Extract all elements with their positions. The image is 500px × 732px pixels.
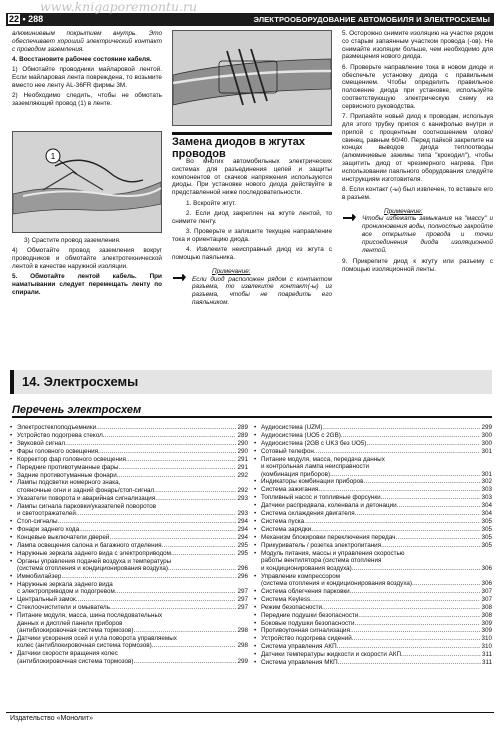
toc-page-number: 292 [237,486,248,494]
toc-entry-title: (система отопления и кондиционирования воздуха) [261,579,412,587]
toc-entry-title: • Указатели поворота и аварийная сигнализация [17,494,156,502]
toc-leader-dots [103,432,237,439]
toc-leader-dots [118,464,236,471]
toc-entry-title: • Механизм блокировки переключения передач [261,533,396,541]
toc-leader-dots [310,596,480,603]
toc-entry[interactable] [10,440,248,447]
toc-entry[interactable] [254,502,492,509]
toc-page-number: 294 [237,518,248,526]
toc-page-number: 292 [237,471,248,479]
toc-entry[interactable] [254,534,492,541]
toc-leader-dots [350,588,481,595]
toc-page-number: 295 [237,549,248,557]
page-header-title: ЭЛЕКТРООБОРУДОВАНИЕ АВТОМОБИЛЯ И ЭЛЕКТРОСХЕМЫ [253,15,490,24]
toc-entry[interactable] [254,604,492,611]
page-number: 22 • 288 [9,14,44,24]
cable-ground-wire-photo [12,131,162,233]
toc-entry[interactable] [10,472,248,479]
toc-entry-title: • Боковые подушки безопасности [261,619,355,627]
toc-entry[interactable] [10,650,248,665]
toc-entry-title-line: • Лампы сигнала парковки/указателей поворотов [17,502,157,510]
note-body: Чтобы избежать замыкания на "массу" и проникновения воды, полностью закройте все открытые провода и точки присоединения диода изоляционной лентой. [362,215,493,254]
toc-entry[interactable] [10,495,248,502]
step-4: 4. Восстановите рабочее состояние кабеля. [12,55,152,63]
column-middle [172,158,332,310]
toc-leader-dots [61,573,236,580]
callout-label: 1 [50,152,56,161]
toc-entry-title: • Фары головного освещения [17,447,99,455]
toc-leader-dots [358,612,480,619]
toc-entry[interactable] [10,550,248,557]
toc-page-number: 299 [481,424,492,431]
toc-page-number: 306 [481,579,492,587]
toc-leader-dots [395,534,480,541]
toc-leader-dots [171,550,236,557]
toc-entry-title: • Система управления АКП [261,643,337,651]
toc-entry-title: • Прикуриватель / розетка электропитания [261,541,382,549]
note [342,208,493,255]
toc-leader-dots [162,542,237,549]
toc-page-number: 305 [481,533,492,541]
watermark: www.knigaporemontu.ru [40,0,198,14]
toc-page-number: 308 [481,603,492,611]
toc-page-number: 305 [481,518,492,526]
toc-page-number: 309 [481,619,492,627]
toc-entry-title-line: • Управление компрессором [261,572,341,580]
toc-entry[interactable] [10,464,248,471]
toc-page-number: 299 [237,657,248,665]
step-7: 7. Припаяйте новый диод к проводам, используя для этого трубку припоя с канифолью внутри и припой с процентным соотношением олово/свинец, равным 60/40. Перед пайкой закрепите на концах выводов диода теплоотводы (алюминиевые зажимы типа "крокодил"), чтобы защитить диод от чрезмерного нагрева. При использовании паяльного оборудования следуйте инструкциям изготовителя. [342,113,493,183]
paragraph: Во многих автомобильных электрических системах для разъединения цепей и защиты компонентов от скачков напряжения используются диоды. При установке нового диода действуйте в представленной ниже последовательности. [172,158,332,197]
chapter-heading [10,370,492,394]
toc-right-column [254,424,492,667]
toc-entry-title: колес (антиблокировочная система тормозов) [17,642,152,650]
toc-leader-dots [117,472,237,479]
toc-entry[interactable] [10,518,248,525]
toc-entry-title: • Аудиосистема (2GB с UK3 без UO5) [261,439,367,447]
toc-entry[interactable] [254,542,492,549]
toc-entry[interactable] [254,573,492,588]
toc-entry-title-line: • Датчики скорости вращения колес [17,650,118,658]
toc-entry[interactable] [254,448,492,455]
toc-leader-dots [133,627,236,634]
toc-entry-title: • Аудиосистема (UZM) [261,424,323,431]
toc-leader-dots [168,565,236,572]
toc-leader-dots [322,424,480,431]
toc-entry-title: (комбинация приборов) [261,470,331,478]
toc-entry-title-line: • Наружные зеркала заднего вида [17,580,113,588]
toc-entry[interactable] [10,448,248,455]
toc-entry-title: • Передние противотуманные фары [17,463,119,471]
toc-left-column [10,424,248,666]
toc-page-number: 297 [237,604,248,612]
toc-leader-dots [98,448,236,455]
toc-page-number: 294 [237,533,248,541]
toc-page-number: 296 [237,573,248,581]
toc-entry-title-line: • Питание модуля, масса, шина последовательных [17,612,163,620]
toc-entry-title: • Передние подушки безопасности [261,611,359,619]
toc-entry-title: • Аудиосистема (UO5 с 2GB) [261,431,341,439]
toc-entry-title: • Стоп-сигналы [17,518,58,526]
toc-entry[interactable] [10,612,248,634]
toc-entry[interactable] [10,479,248,494]
toc-entry-title-line: и контрольная лампа неисправности [261,463,370,471]
toc-entry[interactable] [10,503,248,518]
toc-entry-title: • Концевые выключатели дверей [17,533,110,541]
toc-entry[interactable] [10,432,248,439]
toc-leader-dots [96,424,236,431]
toc-entry[interactable] [254,456,492,478]
section-title: Замена диодов в жгутах проводов [172,136,305,160]
toc-entry-title: • Электростеклоподъемники [17,424,97,431]
toc-entry-title: • Топливный насос и топливные форсунки [261,494,381,502]
step-5: 5. Осторожно снимите изоляцию на участке рядом со старым запаянным участком провода (-ов). Не снимайте изоляции больше, чем необходимо для размещения нового диода. [342,30,493,61]
toc-leader-dots [126,456,237,463]
toc-page-number: 305 [481,525,492,533]
toc-entry-title: • Корректор фар головного освещения [17,455,126,463]
toc-leader-dots [152,642,237,649]
toc-entry[interactable] [10,424,248,431]
toc-entry-title: • Система охлаждения двигателя [261,510,355,518]
toc-entry-title: • Система пуска [261,518,305,526]
toc-entry-title: стояночные огни и задний фонарь/стоп-сигнал [17,486,155,494]
toc-entry[interactable] [254,424,492,431]
toc-page-number: 293 [237,510,248,518]
toc-leader-dots [314,448,481,455]
toc-entry-title: • Стеклоочистители и омыватель [17,604,111,612]
toc-entry[interactable] [10,635,248,650]
toc-entry-title: • Задние противотуманные фонари [17,471,117,479]
step-4-4: 4) Обмотайте провод заземления вокруг проводников и обмотайте электротехнической лентой в качестве наружной изоляции. [12,247,162,270]
note-title: Примечание: [212,267,251,275]
toc-leader-dots [115,588,237,595]
toc-page-number: 309 [481,627,492,635]
toc-page-number: 294 [237,525,248,533]
toc-entry[interactable] [254,478,492,485]
toc-page-number: 300 [481,439,492,447]
toc-leader-dots [341,432,481,439]
step-6: 6. Проверьте направление тока в новом диоде и обеспечьте установку диода с правильным смещением. Чтобы определить правильное положение диода при установке, используйте соответствующую электрическую схему из сервисного руководства. [342,63,493,110]
toc-entry[interactable] [254,627,492,634]
toc-entry[interactable] [254,659,492,666]
toc-page-number: 296 [237,565,248,573]
toc-page-number: 293 [237,494,248,502]
toc-entry[interactable] [10,526,248,533]
step-2: 2. Если диод закреплен на жгуте лентой, то снимите ленту. [172,209,332,225]
toc-entry-title: • Центральный замок [17,596,76,604]
toc-entry[interactable] [10,558,248,573]
toc-leader-dots [318,486,480,493]
toc-leader-dots [364,478,481,485]
toc-leader-dots [65,440,236,447]
toc-page-number: 307 [481,595,492,603]
toc-page-number: 308 [481,611,492,619]
toc-entry[interactable] [254,588,492,595]
footer-rule [6,712,494,713]
toc-entry[interactable] [254,635,492,642]
toc-entry-title-line: • Питание модуля, масса, передача данных [261,455,385,463]
toc-entry-title: • Система управления МКП [261,659,338,667]
toc-entry-title: • Наружные зеркала заднего вида с электроприводом [17,549,171,557]
toc-page-number: 307 [481,587,492,595]
toc-entry-title: • Индикаторы комбинации приборов [261,478,364,486]
toc-entry[interactable] [10,604,248,611]
section-heading [172,132,332,160]
toc-leader-dots [304,518,480,525]
toc-leader-dots [76,596,237,603]
toc-leader-dots [381,494,481,501]
chapter-title: 14. Электросхемы [22,374,139,389]
toc-entry-title: • Противоугонная сигнализация [261,627,350,635]
toc-entry[interactable] [254,494,492,501]
toc-leader-dots [366,440,480,447]
toc-leader-dots [355,510,481,517]
toc-page-number: 303 [481,494,492,502]
toc-entry[interactable] [10,573,248,580]
toc-page-number: 301 [481,447,492,455]
toc-page-number: 305 [481,541,492,549]
toc-entry[interactable] [10,456,248,463]
toc-entry-title-line: данных и дисплей панели приборов [17,619,123,627]
paragraph: алюминиевым покрытием внутрь. Это обеспечивает хороший электрический контакт с проводом заземления. [12,30,162,53]
wiring-harness-photo [172,30,332,126]
toc-leader-dots [154,487,236,494]
toc-entry-title-line: • Органы управления подачей воздуха и температуры [17,557,172,565]
toc-page-number: 297 [237,596,248,604]
toc-page-number: 295 [237,541,248,549]
toc-entry-title: (антиблокировочная система тормозов) [17,657,134,665]
toc-entry-title: (антиблокировочная система тормозов) [17,626,134,634]
cable-illustration [13,132,161,232]
toc-entry-title: и светоотражателей [17,510,76,518]
toc-entry-title: • Система зарядки [261,525,312,533]
toc-page-number: 304 [481,510,492,518]
toc-entry-title: • Режим безопасности [261,603,322,611]
toc-leader-dots [401,651,481,658]
toc-leader-dots [322,604,481,611]
toc-page-number: 298 [237,642,248,650]
toc-page-number: 290 [237,439,248,447]
step-3: 3. Проверьте и запишите текущее направление тока и ориентацию диода. [172,228,332,243]
toc-page-number: 301 [481,470,492,478]
toc-entry[interactable] [254,486,492,493]
note-title: Примечание: [384,207,423,215]
toc-entry-title: (система отопления и кондиционирования воздуха) [17,565,168,573]
toc-page-number: 291 [237,455,248,463]
toc-entry-title: • Система облегчения парковки [261,587,350,595]
toc-page-number: 290 [237,447,248,455]
toc-entry-title: • Устройство подогрева стекол [17,431,103,439]
toc-entry[interactable] [10,542,248,549]
toc-entry-title: • Датчики распредвала, коленвала и детонации [261,502,397,510]
toc-entry[interactable] [254,620,492,627]
toc-entry[interactable] [254,432,492,439]
hand-pointer-icon [342,212,358,224]
toc-page-number: 303 [481,486,492,494]
toc-entry-title-line: • Датчики ускорения осей и угла поворота управляемых [17,634,177,642]
toc-page-number: 311 [481,651,492,659]
step-8: 8. Если контакт (-ы) был извлечен, то вставьте его в разъем. [342,185,493,201]
toc-entry[interactable] [254,526,492,533]
step-4-3: 3) Срастите провод заземления. [24,237,121,244]
toc-leader-dots [58,518,237,525]
toc-leader-dots [412,580,480,587]
column-right [342,30,493,277]
toc-entry-title: • Звуковой сигнал [17,439,66,447]
toc-leader-dots [381,542,480,549]
toc-entry[interactable] [254,612,492,619]
toc-entry[interactable] [254,510,492,517]
toc-entry[interactable] [10,596,248,603]
toc-entry-title: • Лампа освещения салона и багажного отделения [17,541,162,549]
toc-page-number: 298 [237,626,248,634]
toc-entry-title: • Система Keyless [261,595,311,603]
toc-page-number: 291 [237,463,248,471]
toc-entry-title: с электроприводом и подогревом [17,588,115,596]
toc-page-number: 310 [481,643,492,651]
toc-leader-dots [155,495,236,502]
note [172,268,332,307]
toc-leader-dots [110,604,236,611]
toc-entry[interactable] [254,518,492,525]
harness-illustration [173,31,331,125]
toc-entry-title: и кондиционирования воздуха) [261,564,352,572]
toc-leader-dots [76,510,237,517]
toc-leader-dots [109,534,236,541]
toc-page-number: 306 [481,564,492,572]
page-header [6,13,494,26]
toc-entry[interactable] [254,550,492,572]
toc-leader-dots [352,565,481,572]
toc-page-number: 302 [481,478,492,486]
toc-entry-title: • Датчики температуры жидкости и скорости АКП [261,651,402,659]
toc-entry[interactable] [254,440,492,447]
toc-entry-title: • Фонари заднего хода [17,525,80,533]
toc-leader-dots [133,658,236,665]
hand-pointer-icon [172,272,188,284]
toc-entry[interactable] [254,643,492,650]
toc-leader-dots [397,502,481,509]
column-left [12,30,162,110]
toc-page-number: 300 [481,431,492,439]
toc-page-number: 297 [237,588,248,596]
step-4-2: 2) Необходимо следить, чтобы не обмотать заземляющий провод (1) в ленте. [12,92,162,107]
toc-page-number: 311 [481,659,492,667]
toc-leader-dots [330,471,480,478]
toc-entry[interactable] [10,581,248,596]
toc-leader-dots [79,526,236,533]
list-heading: Перечень электросхем [12,404,142,416]
column-left-bottom [12,237,162,299]
toc-leader-dots [352,635,481,642]
toc-entry-title: • Система зажигания [261,486,319,494]
step-4: 4. Извлеките неисправный диод из жгута с помощью паяльника. [172,246,332,261]
toc-leader-dots [338,659,481,666]
step-5: 5. Обмотайте лентой кабель. При наматывании следует перемещать ленту по спирали. [12,273,162,296]
section-heading-rule [172,132,332,135]
step-9: 9. Прикрепите диод к жгуту или разъему с помощью изоляционной ленты. [342,258,493,274]
note-body: Если диод расположен рядом с контактом разъема, то извлеките контакт(-ы) из разъема, чтобы не повредить его паяльником. [192,275,332,306]
toc-entry[interactable] [10,534,248,541]
toc-leader-dots [311,526,480,533]
toc-entry-title: • Устройство подогрева сидений [261,635,352,643]
toc-entry-title-line: • Лампы подсветки номерного знака, [17,479,121,487]
toc-leader-dots [337,643,481,650]
toc-leader-dots [350,627,481,634]
toc-page-number: 304 [481,502,492,510]
step-1: 1. Вскройте жгут. [186,199,237,207]
list-heading-rule [12,416,492,418]
toc-entry[interactable] [254,596,492,603]
toc-page-number: 310 [481,635,492,643]
toc-leader-dots [355,620,481,627]
toc-entry-title-line: • Модуль питания, массы и управления скоростью [261,549,405,557]
toc-entry-title: • Сотовый телефон [261,447,314,455]
toc-entry-title: • Иммобилайзер [17,573,62,581]
footer-publisher: Издательство «Монолит» [10,715,94,722]
toc-entry[interactable] [254,651,492,658]
step-4-1: 1) Обмотайте проводники майларовой лентой. Если майларовая лента повреждена, то возьмите вместо нее ленту AL-36FR фирмы 3M. [12,66,162,89]
toc-page-number: 289 [237,424,248,431]
toc-entry-title-line: работы вентилятора (система отопления [261,557,382,565]
toc-page-number: 289 [237,431,248,439]
